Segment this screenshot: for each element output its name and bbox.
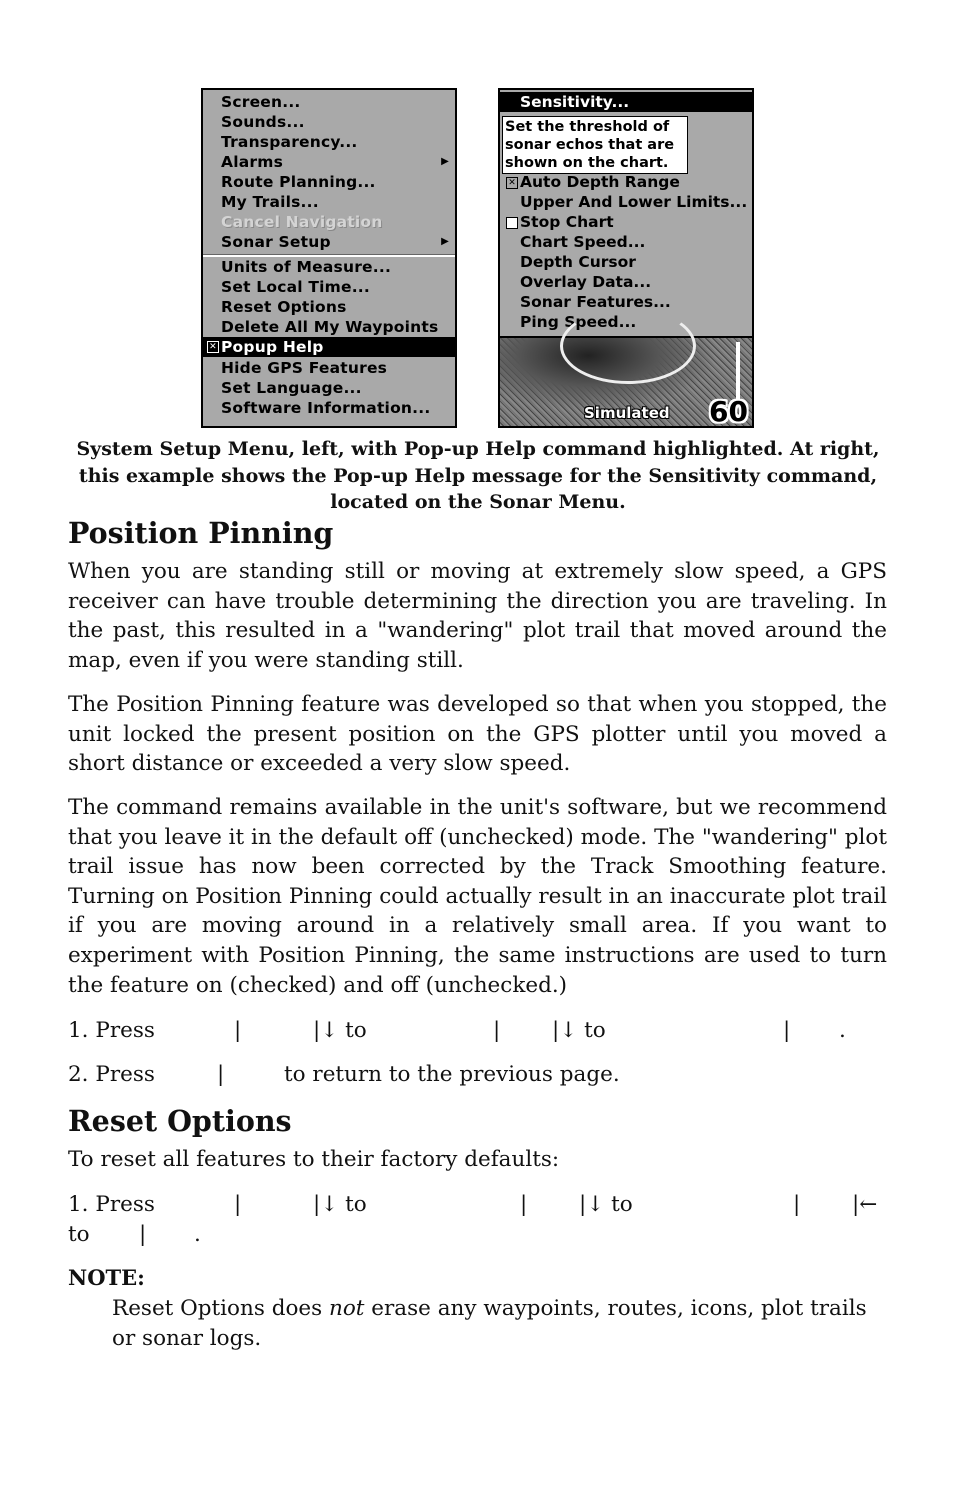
popup-help-line: Set the threshold of [505,119,670,135]
key-separator: | [234,1018,242,1043]
step-number: 1. Press [68,1018,155,1043]
menu-item-my-trails: My Trails... [221,193,319,211]
menu-item-sonar-setup-label: Sonar Setup [221,233,331,251]
paragraph: When you are standing still or moving at extremely slow speed, a GPS receiver can have trouble determining the direction you are traveling. In the past, this resulted in a "wandering" plot trail that moved around the map, even if you were standing still. [68,559,887,673]
key-separator: | [493,1018,501,1043]
popup-help-line: sonar echos that are [505,137,675,153]
menu-item-delete-all-waypoints: Delete All My Waypoints [221,318,439,336]
depth-scale-bar [736,342,740,402]
instruction-step-1-continued [68,1220,888,1250]
menu-item-ping-speed: Ping Speed... [520,313,637,331]
menu-item-units-of-measure: Units of Measure... [221,258,392,276]
menu-item-upper-lower-limits: Upper And Lower Limits... [520,193,748,211]
checkbox-checked-icon: ✕ [207,341,219,353]
menu-item-software-information: Software Information... [221,399,431,417]
menu-item-auto-depth-range: Auto Depth Range [520,173,680,191]
paragraph: The Position Pinning feature was developed so that when you stopped, the unit locked the present position on the GPS plotter until you moved a short distance or exceeded a very slow speed. [68,692,887,777]
note-text: Reset Options does [112,1296,330,1321]
section-heading-position-pinning: Position Pinning [68,516,334,550]
step-number: 1. Press [68,1192,155,1217]
menu-item-sounds: Sounds... [221,113,305,131]
system-setup-menu-screenshot [201,88,457,428]
checkbox-checked-icon: ✕ [506,177,518,189]
popup-help-line: shown on the chart. [505,155,669,171]
down-arrow-instruction: |↓ to [552,1018,606,1043]
menu-item-popup-help [203,337,455,357]
sonar-menu-screenshot [498,88,754,428]
instruction-step-1 [68,1016,888,1046]
step-end: . [839,1018,846,1043]
down-arrow-instruction: |↓ to [313,1018,367,1043]
menu-item-screen: Screen... [221,93,301,111]
menu-item-reset-options: Reset Options [221,298,347,316]
menu-item-set-language: Set Language... [221,379,362,397]
menu-item-chart-speed: Chart Speed... [520,233,646,251]
key-separator: | [520,1192,528,1217]
down-arrow-instruction: |↓ to [579,1192,633,1217]
left-arrow-instruction: |← [852,1192,878,1217]
key-separator: | [234,1192,242,1217]
step-text: to return to the previous page. [284,1062,620,1087]
popup-help-box [502,116,688,174]
menu-item-cancel-navigation: Cancel Navigation [221,213,383,231]
key-separator: | [139,1222,147,1247]
paragraph: To reset all features to their factory defaults: [68,1147,560,1172]
key-separator: | [793,1192,801,1217]
menu-item-hide-gps-features: Hide GPS Features [221,359,388,377]
simulated-label: Simulated [584,404,670,422]
note-emphasis: not [329,1296,365,1321]
menu-item-sonar-setup [221,232,455,252]
menu-item-depth-cursor: Depth Cursor [520,253,636,271]
menu-item-transparency: Transparency... [221,133,358,151]
key-separator: | [783,1018,791,1043]
menu-item-stop-chart: Stop Chart [520,213,614,231]
menu-item-alarms-label: Alarms [221,153,283,171]
menu-item-popup-help-label: Popup Help [221,338,324,356]
submenu-arrow-icon: ▶ [441,236,449,247]
instruction-step-1 [68,1190,888,1220]
menu-item-route-planning: Route Planning... [221,173,376,191]
step-number: 2. Press [68,1062,155,1087]
submenu-arrow-icon: ▶ [441,156,449,167]
menu-item-set-local-time: Set Local Time... [221,278,370,296]
sonar-echo-arc [560,308,696,384]
down-arrow-instruction: |↓ to [313,1192,367,1217]
step-end: . [194,1222,201,1247]
menu-item-sensitivity: Sensitivity... [500,92,752,112]
menu-item-overlay-data: Overlay Data... [520,273,652,291]
menu-item-alarms [221,152,455,172]
menu-item-sonar-features: Sonar Features... [520,293,671,311]
step-text: to [68,1222,90,1247]
note-body [112,1294,888,1353]
depth-readout: 60 [709,395,748,428]
figure-caption: System Setup Menu, left, with Pop-up Help command highlighted. At right, this example shows the Pop-up Help message for the Sensitivity command, located on the Sonar Menu. [76,438,880,513]
section-heading-reset-options: Reset Options [68,1104,292,1138]
sonar-chart-view [500,336,752,426]
key-separator: | [217,1062,225,1087]
note-label: NOTE: [68,1265,145,1290]
note-text: erase any waypoints, routes, icons, plot trails or sonar logs. [112,1296,867,1351]
checkbox-unchecked-icon [506,217,518,229]
instruction-step-2 [68,1060,888,1090]
paragraph: The command remains available in the unit's software, but we recommend that you leave it in the default off (unchecked) mode. The "wandering" plot trail issue has now been corrected by the Track Smoothing feature. Turning on Position Pinning could actually result in an inaccurate plot trail if you are moving around in a relatively small area. If you want to experiment with Position Pinning, the same instructions are used to turn the feature on (checked) and off (unchecked.) [68,795,888,998]
